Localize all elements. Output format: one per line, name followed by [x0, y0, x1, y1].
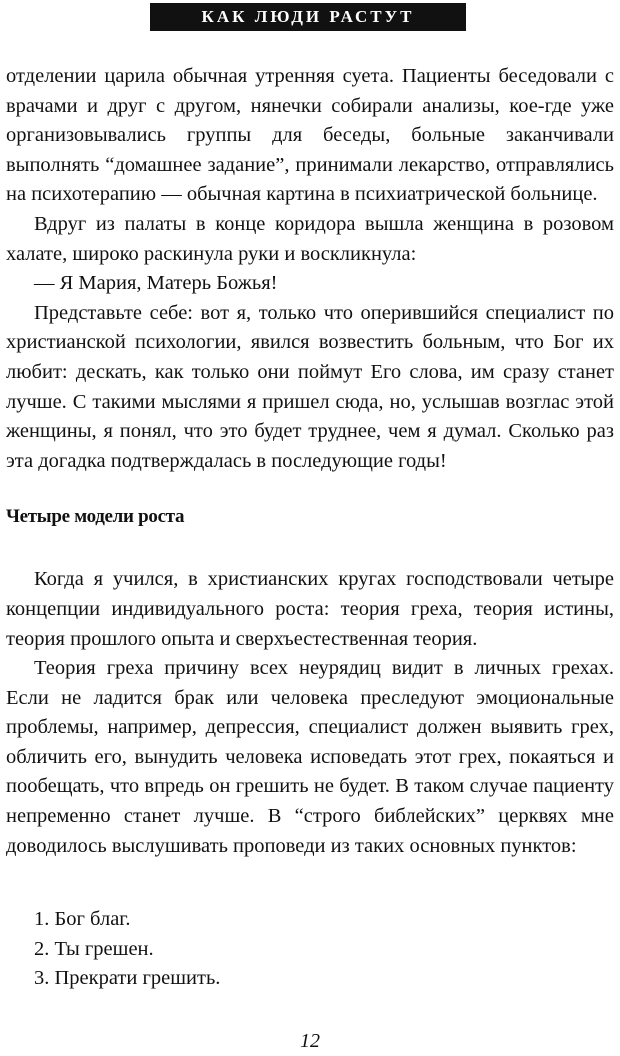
body-text	[6, 62, 614, 994]
running-header-title: КАК ЛЮДИ РАСТУТ	[201, 7, 415, 26]
section-heading: Четыре модели роста	[6, 506, 185, 528]
paragraph: Теория греха причину всех неурядиц видит в личных грехах. Если не ладится брак или человека преследуют эмоциональные проблемы, например, депрессия, специалист должен выявить грех, обличить его, вынудить человека исповедать этот грех, покаяться и пообещать, что впредь он грешить не будет. В таком случае пациенту непременно станет лучше. В “строго библейских” церквях мне доводилось выслушивать проповеди из таких основных пунктов:	[6, 657, 614, 857]
spacer	[6, 861, 614, 905]
spacer	[6, 531, 614, 565]
list-item: 2. Ты грешен.	[34, 937, 154, 960]
running-header	[150, 3, 466, 31]
list-item: 3. Прекрати грешить.	[34, 967, 221, 990]
paragraph-continuation: отделении царила обычная утренняя суета. Пациенты беседовали с врачами и друг с другом, нянечки собирали анализы, кое-где уже организовывались группы для беседы, больные заканчивали выполнять “домашнее задание”, принимали лекарство, отправлялись на психотерапию — обычная картина в психиатрической больнице.	[6, 65, 614, 206]
page-number: 12	[300, 1030, 320, 1052]
direct-speech-line: — Я Мария, Матерь Божья!	[34, 272, 278, 295]
paragraph: Представьте себе: вот я, только что оперившийся специалист по христианской психологии, явился возвестить больным, что Бог их любит: дескать, как только они поймут Его слова, им сразу станет лучше. С такими мыслями я пришел сюда, но, услышав возглас этой женщины, я понял, что это будет труднее, чем я думал. Сколько раз эта догадка подтверждалась в последующие годы!	[6, 301, 614, 472]
numbered-list	[6, 905, 614, 994]
list-item: 1. Бог благ.	[34, 908, 131, 931]
paragraph: Когда я учился, в христианских кругах господствовали четыре концепции индивидуального роста: теория греха, теория истины, теория прошлого опыта и сверхъестественная теория.	[6, 568, 614, 650]
paragraph: Вдруг из палаты в конце коридора вышла женщина в розовом халате, широко раскинула руки и воскликнула:	[6, 212, 614, 265]
